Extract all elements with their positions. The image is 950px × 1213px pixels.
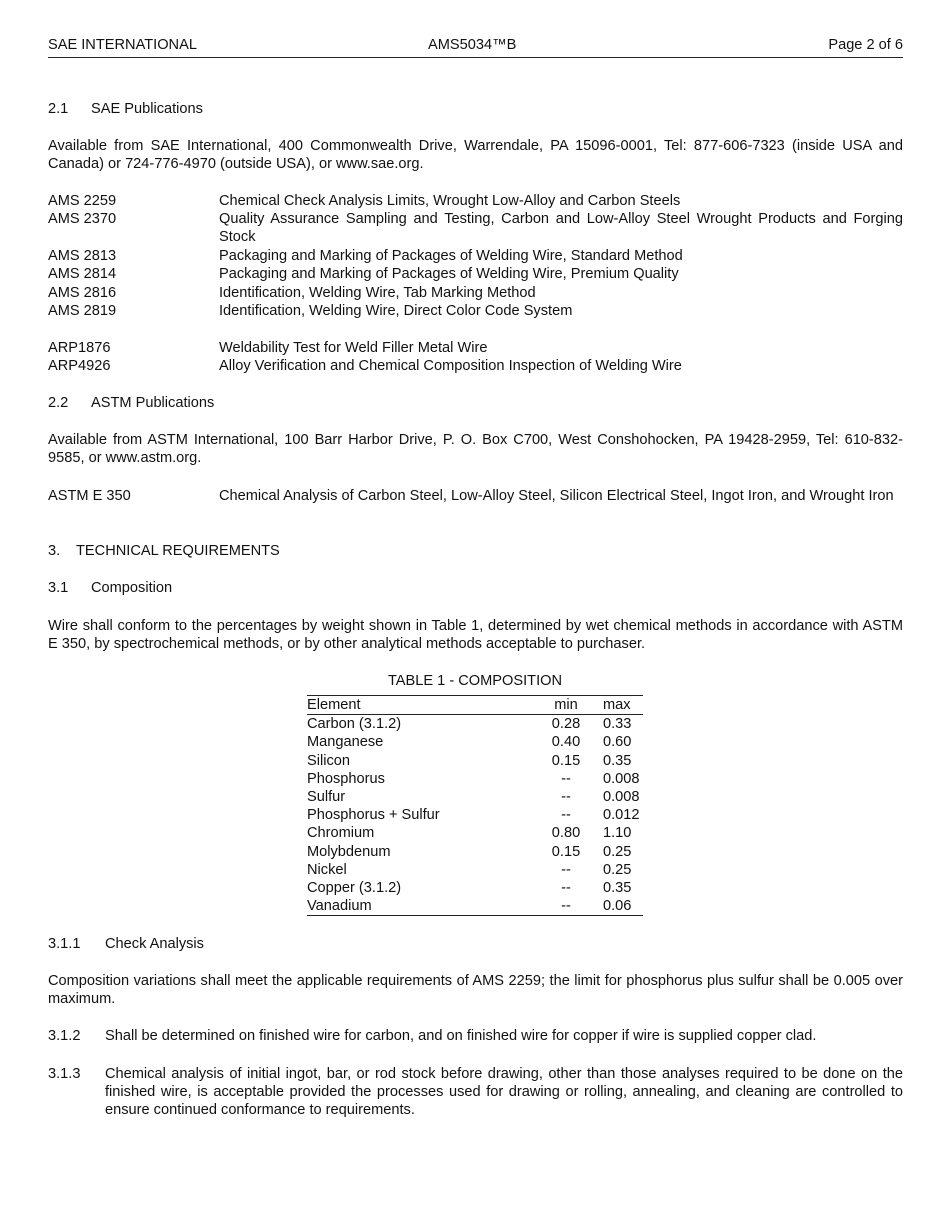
section-2-1-heading — [48, 100, 903, 118]
section-3-1-text: Wire shall conform to the percentages by weight shown in Table 1, determined by wet chemical methods in accordance with ASTM E 350, by spectrochemical methods, or by other analytical methods acceptable to purchaser. — [48, 618, 903, 653]
section-2-2-heading — [48, 394, 903, 412]
cell-element: Vanadium — [307, 897, 529, 916]
cell-min: 0.15 — [551, 843, 581, 860]
cell-min: -- — [561, 861, 571, 878]
header-document-number: AMS5034™B — [428, 37, 517, 53]
table-row — [307, 788, 643, 806]
reference-code: ARP1876 — [48, 340, 111, 356]
reference-title: Packaging and Marking of Packages of Welding Wire, Premium Quality — [219, 266, 679, 282]
cell-element: Sulfur — [307, 789, 346, 806]
section-title: SAE Publications — [91, 101, 203, 117]
cell-element: Phosphorus — [307, 770, 385, 787]
section-number: 2.1 — [48, 101, 69, 117]
reference-code: AMS 2816 — [48, 285, 117, 301]
section-number: 2.2 — [48, 395, 69, 411]
section-number: 3.1.3 — [48, 1066, 81, 1082]
section-3-1-1-text: Composition variations shall meet the applicable requirements of AMS 2259; the limit for phosphorus plus sulfur shall be 0.005 over maximum. — [48, 973, 903, 1008]
cell-min: -- — [561, 807, 571, 824]
table-row — [307, 843, 643, 861]
cell-min: -- — [561, 789, 571, 806]
section-2-2-intro: Available from ASTM International, 100 Barr Harbor Drive, P. O. Box C700, West Conshohocken, PA 19428-2959, Tel: 610-832-9585, or www.astm.org. — [48, 432, 903, 467]
reference-title: Chemical Check Analysis Limits, Wrought Low-Alloy and Carbon Steels — [219, 193, 681, 209]
cell-max: 0.008 — [603, 770, 640, 787]
section-title: Check Analysis — [105, 936, 204, 952]
table-row — [307, 861, 643, 879]
section-title: ASTM Publications — [91, 395, 215, 411]
reference-title: Quality Assurance Sampling and Testing, Carbon and Low-Alloy Steel Wrought Products and Forging Stock — [219, 211, 903, 246]
cell-min: -- — [529, 897, 603, 916]
cell-max: 0.33 — [603, 716, 632, 733]
section-title: TECHNICAL REQUIREMENTS — [76, 543, 280, 559]
reference-code: AMS 2819 — [48, 303, 117, 319]
cell-max: 0.06 — [603, 897, 643, 916]
reference-title: Weldability Test for Weld Filler Metal Wire — [219, 340, 488, 356]
reference-code: AMS 2814 — [48, 266, 117, 282]
cell-element: Phosphorus + Sulfur — [307, 807, 440, 824]
header-publisher: SAE INTERNATIONAL — [48, 37, 197, 53]
cell-element: Nickel — [307, 861, 347, 878]
table-row — [307, 897, 643, 916]
header-page-number: Page 2 of 6 — [828, 37, 903, 53]
reference-code: ARP4926 — [48, 358, 111, 374]
table-row — [307, 770, 643, 788]
cell-max: 0.35 — [603, 880, 632, 897]
section-2-1-intro: Available from SAE International, 400 Commonwealth Drive, Warrendale, PA 15096-0001, Tel: 877-606-7323 (inside USA and Canada) or 724-776-4970 (outside USA), or www.sae.org. — [48, 138, 903, 173]
cell-min: 0.15 — [551, 752, 581, 769]
table-row — [307, 733, 643, 751]
cell-element: Carbon (3.1.2) — [307, 716, 402, 733]
section-text: Chemical analysis of initial ingot, bar, or rod stock before drawing, other than those analyses required to be done on the finished wire, is acceptable provided the processes used for drawing or rolling, annealing, and cleaning are controlled to ensure continued conformance to requirements. — [105, 1066, 903, 1119]
cell-element: Silicon — [307, 752, 350, 769]
table-row — [307, 806, 643, 824]
cell-max: 0.25 — [603, 861, 632, 878]
cell-min: -- — [561, 770, 571, 787]
cell-max: 0.012 — [603, 807, 640, 824]
composition-table — [307, 695, 643, 916]
column-header-max: max — [603, 696, 643, 715]
cell-max: 0.35 — [603, 752, 632, 769]
reference-code: ASTM E 350 — [48, 488, 131, 504]
reference-title: Alloy Verification and Chemical Composition Inspection of Welding Wire — [219, 358, 682, 374]
cell-min: -- — [561, 880, 571, 897]
reference-code: AMS 2259 — [48, 193, 117, 209]
reference-code: AMS 2813 — [48, 248, 117, 264]
cell-min: 0.28 — [551, 716, 581, 733]
cell-element: Chromium — [307, 825, 375, 842]
reference-code: AMS 2370 — [48, 211, 117, 227]
reference-title: Chemical Analysis of Carbon Steel, Low-Alloy Steel, Silicon Electrical Steel, Ingot Iron, and Wrought Iron — [219, 488, 894, 504]
table-caption: TABLE 1 - COMPOSITION — [387, 673, 563, 689]
table-header-row — [307, 696, 643, 715]
cell-element: Molybdenum — [307, 843, 391, 860]
table-row — [307, 824, 643, 842]
reference-title: Identification, Welding Wire, Tab Marking Method — [219, 285, 536, 301]
cell-min: 0.40 — [551, 734, 581, 751]
section-number: 3.1.2 — [48, 1028, 81, 1044]
section-text: Shall be determined on finished wire for carbon, and on finished wire for copper if wire is supplied copper clad. — [105, 1028, 817, 1044]
cell-max: 1.10 — [603, 825, 632, 842]
page-header — [48, 35, 903, 58]
reference-title: Identification, Welding Wire, Direct Color Code System — [219, 303, 573, 319]
cell-min: 0.80 — [551, 825, 581, 842]
cell-max: 0.008 — [603, 789, 640, 806]
section-number: 3. — [48, 543, 61, 559]
section-number: 3.1 — [48, 580, 69, 596]
column-header-element: Element — [307, 696, 529, 715]
cell-element: Copper (3.1.2) — [307, 880, 402, 897]
table-row — [307, 752, 643, 770]
cell-max: 0.25 — [603, 843, 632, 860]
table-row — [307, 879, 643, 897]
section-3-heading — [48, 542, 903, 560]
cell-element: Manganese — [307, 734, 384, 751]
section-3-1-1-heading — [48, 935, 903, 953]
reference-title: Packaging and Marking of Packages of Welding Wire, Standard Method — [219, 248, 683, 264]
column-header-min: min — [529, 696, 603, 715]
section-3-1-heading — [48, 579, 903, 597]
section-number: 3.1.1 — [48, 936, 81, 952]
section-title: Composition — [91, 580, 173, 596]
table-row — [307, 715, 643, 734]
cell-max: 0.60 — [603, 734, 632, 751]
